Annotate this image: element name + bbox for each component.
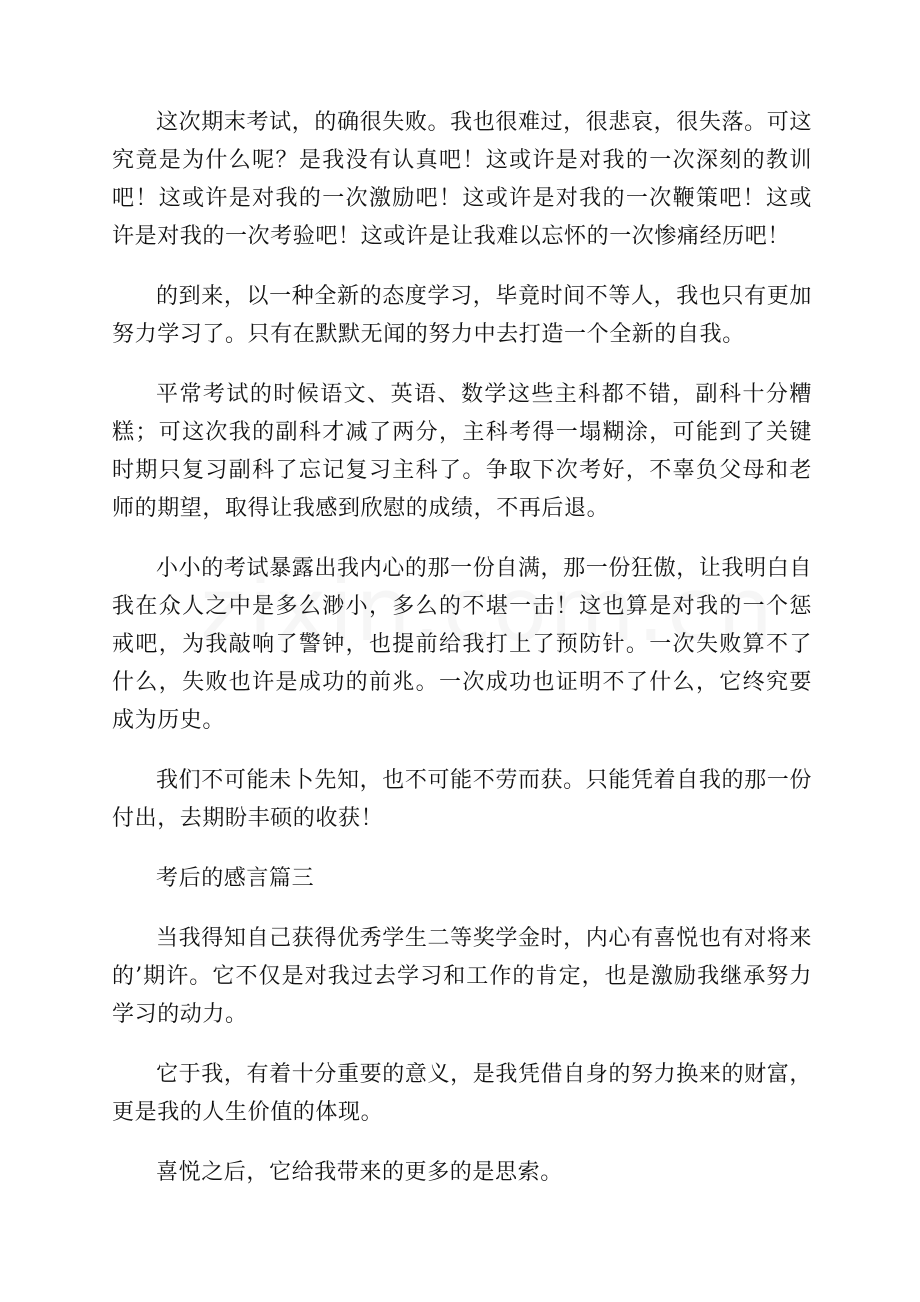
section-heading: 考后的感言篇三 bbox=[156, 866, 315, 891]
paragraph-2: 的到来，以一种全新的态度学习，毕竟时间不等人，我也只有更加努力学习了。只有在默默无闻的努力中去打造一个全新的自我。 bbox=[112, 284, 812, 347]
paragraph-3: 平常考试的时候语文、英语、数学这些主科都不错，副科十分糟糕；可这次我的副科才减了两分，主科考得一塌糊涂，可能到了关键时期只复习副科了忘记复习主科了。争取下次考好，不辜负父母和老师的期望，取得让我感到欣慰的成绩，不再后退。 bbox=[112, 382, 812, 521]
paragraph-8: 喜悦之后，它给我带来的更多的是思索。 bbox=[156, 1160, 563, 1185]
paragraph-7: 它于我，有着十分重要的意义，是我凭借自身的努力换来的财富，更是我的人生价值的体现。 bbox=[112, 1062, 812, 1125]
document-body bbox=[112, 104, 812, 1214]
paragraph-6: 当我得知自己获得优秀学生二等奖学金时，内心有喜悦也有对将来的’期许。它不仅是对我过去学习和工作的肯定，也是激励我继承努力学习的动力。 bbox=[112, 926, 812, 1027]
paragraph-5: 我们不可能未卜先知，也不可能不劳而获。只能凭着自我的那一份付出，去期盼丰硕的收获！ bbox=[112, 768, 812, 831]
paragraph-1: 这次期末考试，的确很失败。我也很难过，很悲哀，很失落。可这究竟是为什么呢？是我没有认真吧！这或许是对我的一次深刻的教训吧！这或许是对我的一次激励吧！这或许是对我的一次鞭策吧！这或许是对我的一次考验吧！这或许是让我难以忘怀的一次惨痛经历吧！ bbox=[112, 110, 812, 249]
paragraph-4: 小小的考试暴露出我内心的那一份自满，那一份狂傲，让我明白自我在众人之中是多么渺小，多么的不堪一击！这也算是对我的一个惩戒吧，为我敲响了警钟，也提前给我打上了预防针。一次失败算不了什么，失败也许是成功的前兆。一次成功也证明不了什么，它终究要成为历史。 bbox=[112, 556, 812, 733]
